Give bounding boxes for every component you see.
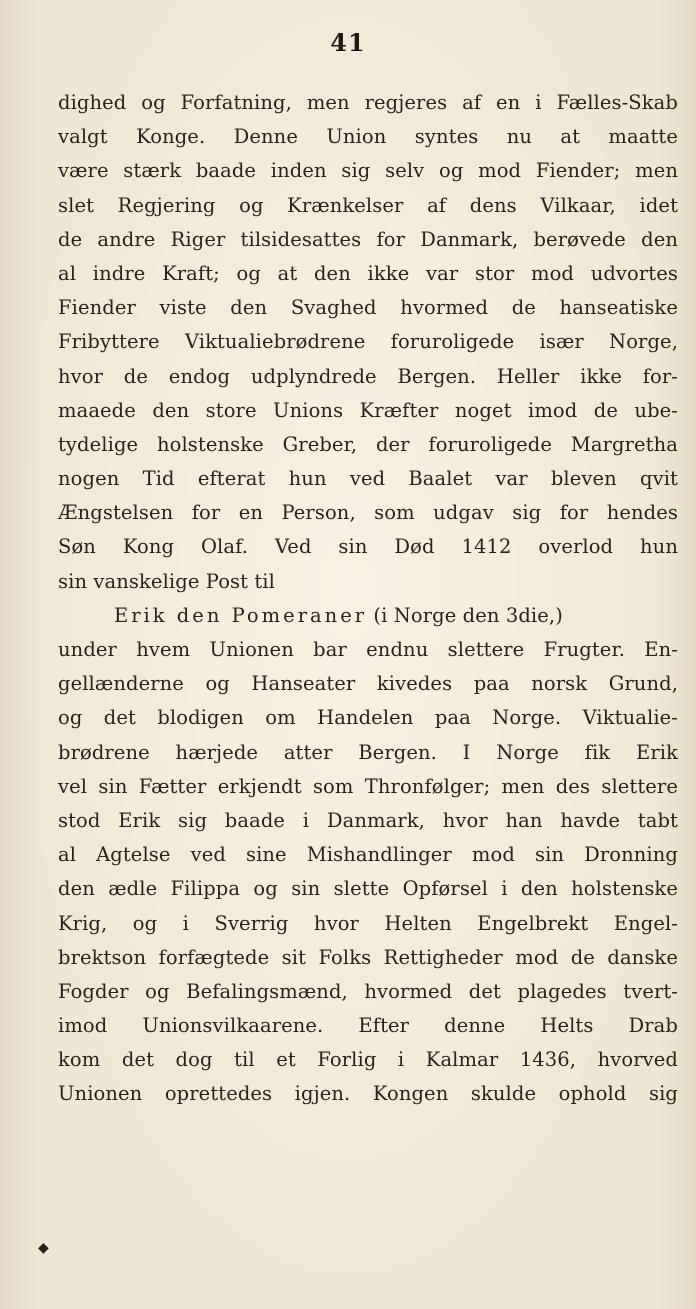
text-line: Ængstelsen for en Person, som udgav sig for hendes [58, 501, 678, 525]
text-line: vel sin Fætter erkjendt som Thronfølger; men des slettere [58, 774, 678, 798]
text-line: sin vanskelige Post til [58, 569, 275, 593]
text-line: slet Regjering og Krænkelser af dens Vilkaar, idet [58, 193, 678, 217]
text-line: stod Erik sig baade i Danmark, hvor han havde tabt [58, 808, 678, 832]
text-line: Søn Kong Olaf. Ved sin Død 1412 overlod hun [58, 535, 678, 559]
text-line: de andre Riger tilsidesattes for Danmark, berøvede den [58, 227, 678, 251]
text-line: valgt Konge. Denne Union syntes nu at maatte [58, 125, 678, 149]
text-line: hvor de endog udplyndrede Bergen. Heller ikke for- [58, 364, 678, 388]
text-line: tydelige holstenske Greber, der foruroligede Margretha [58, 432, 678, 456]
king-name: Erik den Pomeraner [114, 603, 368, 627]
text-line: gellænderne og Hanseater kivedes paa norsk Grund, [58, 672, 678, 696]
text-line: Unionen oprettedes igjen. Kongen skulde ophold sig [58, 1082, 678, 1106]
text-line: brektson forfægtede sit Folks Rettigheder mod de danske [58, 945, 678, 969]
body-text [58, 86, 678, 1112]
text-line: al indre Kraft; og at den ikke var stor mod udvortes [58, 261, 678, 285]
text-line: maaede den store Unions Kræfter noget imod de ube- [58, 398, 678, 422]
section-heading-line [58, 599, 678, 633]
text-line: den ædle Filippa og sin slette Opførsel i den holstenske [58, 877, 678, 901]
text-line: under hvem Unionen bar endnu slettere Frugter. En- [58, 638, 678, 661]
text-line: Krig, og i Sverrig hvor Helten Engelbrekt Engel- [58, 911, 678, 935]
text-line: kom det dog til et Forlig i Kalmar 1436, hvorved [58, 1048, 678, 1072]
text-line: nogen Tid efterat hun ved Baalet var bleven qvit [58, 467, 678, 491]
text-line: Fiender viste den Svaghed hvormed de hanseatiske [58, 296, 678, 320]
text-line: al Agtelse ved sine Mishandlinger mod sin Dronning [58, 843, 678, 867]
page-number: 41 [330, 28, 366, 57]
printers-mark-icon: ◆ [38, 1240, 49, 1256]
text-line: Fribyttere Viktualiebrødrene foruroligede især Norge, [58, 330, 678, 354]
text-line: brødrene hærjede atter Bergen. I Norge fik Erik [58, 740, 678, 764]
text-line: dighed og Forfatning, men regjeres af en i Fælles-Skab [58, 91, 678, 114]
heading-rest: (i Norge den 3die,) [367, 603, 563, 627]
text-line: og det blodigen om Handelen paa Norge. Viktualie- [58, 706, 678, 730]
text-line: imod Unionsvilkaarene. Efter denne Helts Drab [58, 1014, 678, 1038]
text-line: Fogder og Befalingsmænd, hvormed det plagedes tvert- [58, 979, 678, 1003]
text-line: være stærk baade inden sig selv og mod Fiender; men [58, 159, 678, 183]
